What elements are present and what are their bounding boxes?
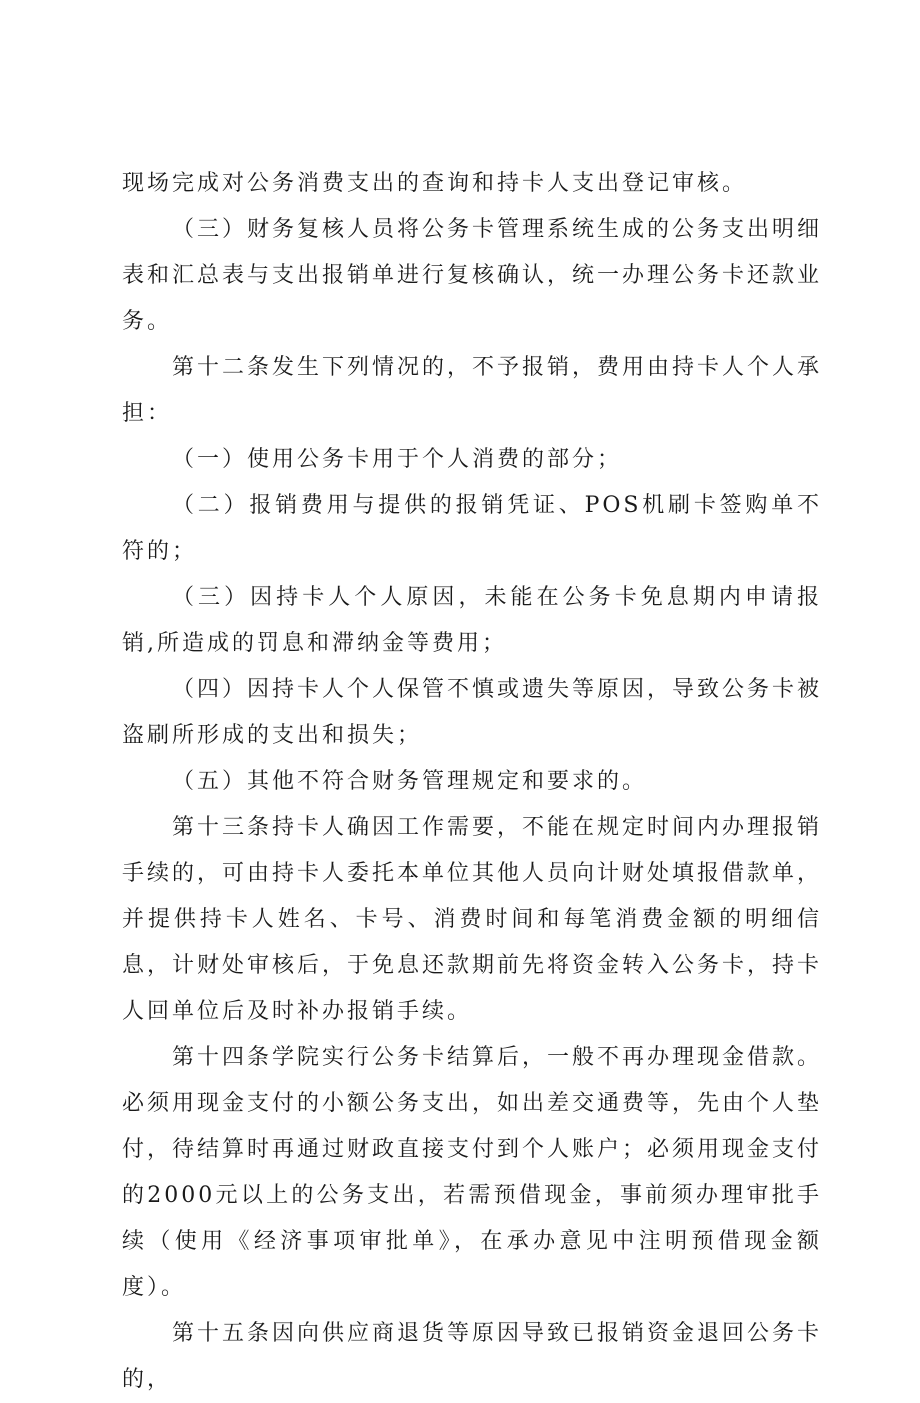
document-body <box>122 161 822 1403</box>
paragraph-article-12-item-2: （二）报销费用与提供的报销凭证、POS机刷卡签购单不符的； <box>122 493 822 564</box>
paragraph-article-12-item-3: （三）因持卡人个人原因，未能在公务卡免息期内申请报销,所造成的罚息和滞纳金等费用； <box>122 585 822 656</box>
paragraph-article-14: 第十四条学院实行公务卡结算后，一般不再办理现金借款。必须用现金支付的小额公务支出，如出差交通费等，先由个人垫付，待结算时再通过财政直接支付到个人账户；必须用现金支付的2000元以上的公务支出，若需预借现金，事前须办理审批手续（使用《经济事项审批单》，在承办意见中注明预借现金额度）。 <box>122 1045 823 1300</box>
paragraph-review-item-3: （三）财务复核人员将公务卡管理系统生成的公务支出明细表和汇总表与支出报销单进行复核确认，统一办理公务卡还款业务。 <box>122 217 823 334</box>
paragraph-article-15: 第十五条因向供应商退货等原因导致已报销资金退回公务卡的， <box>122 1321 823 1392</box>
paragraph-article-12-item-1: （一）使用公务卡用于个人消费的部分； <box>172 447 623 472</box>
paragraph-article-12-item-5: （五）其他不符合财务管理规定和要求的。 <box>172 769 648 794</box>
paragraph-continuation: 现场完成对公务消费支出的查询和持卡人支出登记审核。 <box>122 171 748 196</box>
paragraph-article-13: 第十三条持卡人确因工作需要，不能在规定时间内办理报销手续的，可由持卡人委托本单位其他人员向计财处填报借款单，并提供持卡人姓名、卡号、消费时间和每笔消费金额的明细信息，计财处审核后，于免息还款期前先将资金转入公务卡，持卡人回单位后及时补办报销手续。 <box>122 815 823 1024</box>
paragraph-article-12-item-4: （四）因持卡人个人保管不慎或遗失等原因，导致公务卡被盗刷所形成的支出和损失； <box>122 677 823 748</box>
paragraph-article-12: 第十二条发生下列情况的，不予报销，费用由持卡人个人承担： <box>122 355 823 426</box>
